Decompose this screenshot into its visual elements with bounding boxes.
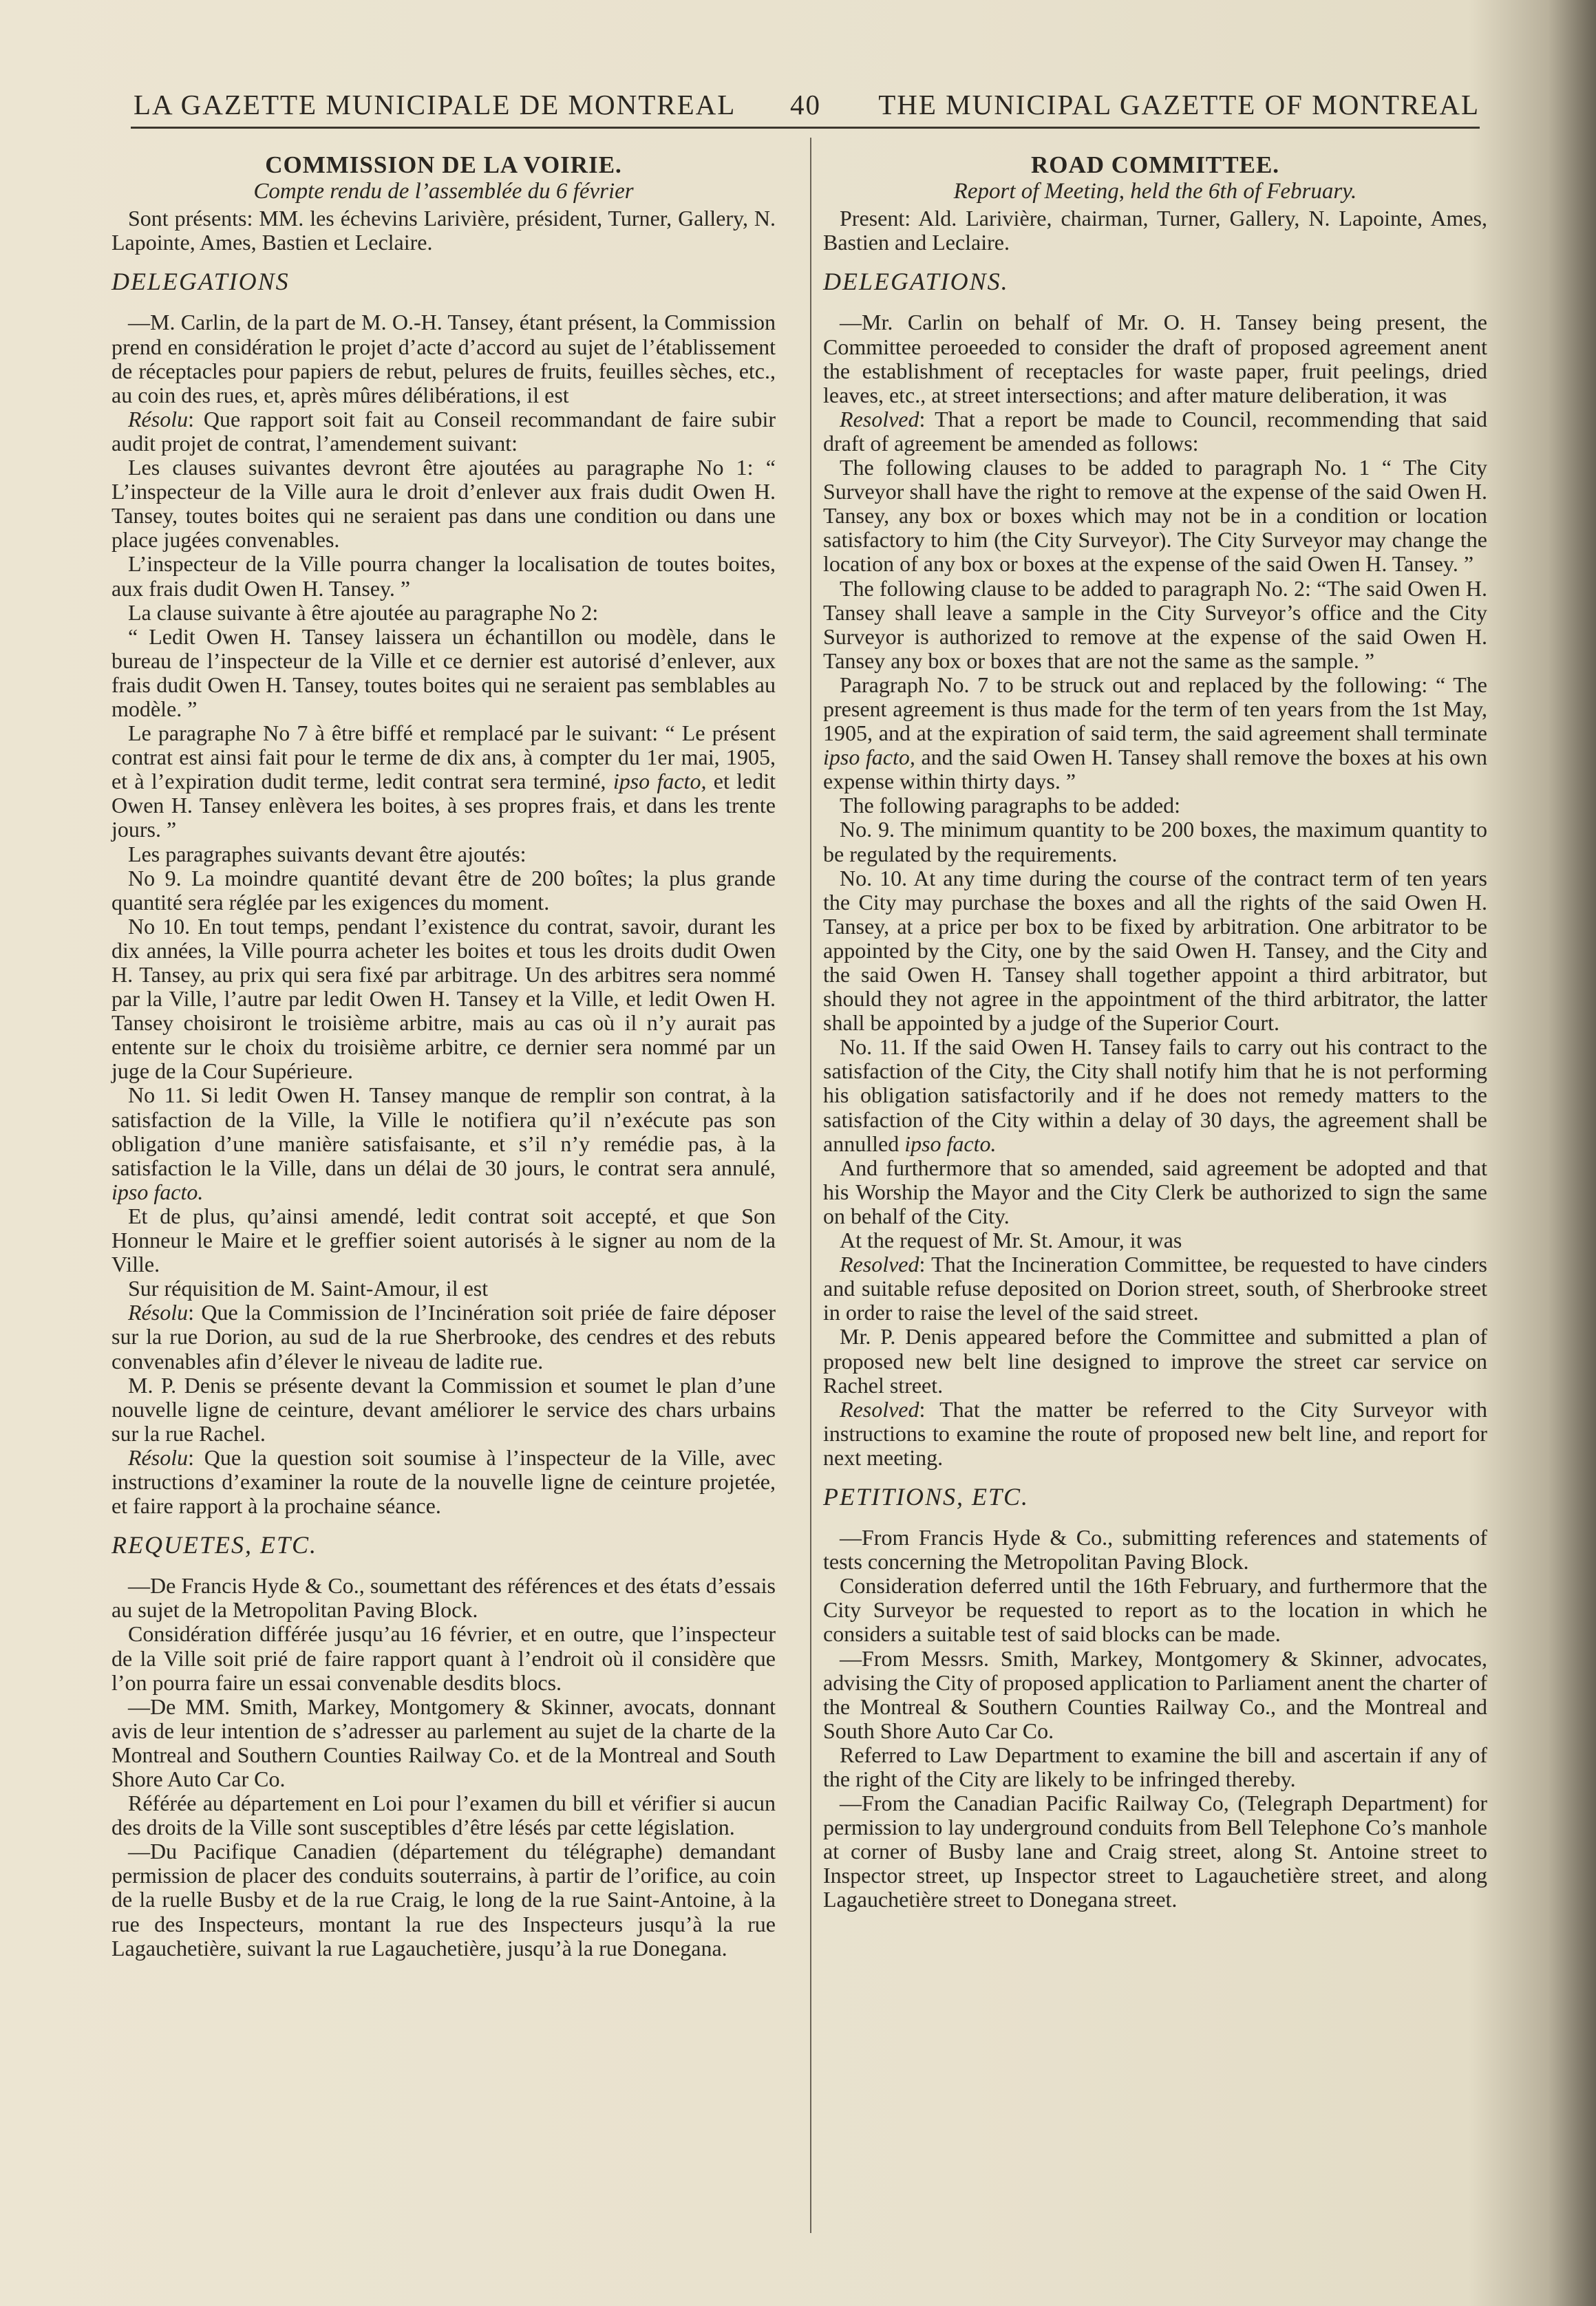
english-paragraph: No. 9. The minimum quantity to be 200 boxes, the maximum quantity to be regulated by the requirements.: [823, 817, 1487, 866]
french-paragraph: —Du Pacifique Canadien (département du télégraphe) demandant permission de placer des conduits souterrains, à partir de l’orifice, au coin de la ruelle Busby et de la rue Craig, le long de la rue Saint-Antoine, à la rue des Inspecteurs, montant la rue des Inspecteurs jusqu’à la rue Lagauchetière, suivant la rue Lagauchetière, jusqu’à la rue Donegana.: [111, 1839, 776, 1961]
english-paragraph: No. 10. At any time during the course of the contract term of ten years the City may purchase the boxes and all the rights of the said Owen H. Tansey, at a price per box to be fixed by arbitration. One arbitrator to be appointed by the City, one by the said Owen H. Tansey, and the City and the said Owen H. Tansey shall together appoint a third arbitrator, but should they not agree in the appointment of the third arbitrator, the latter shall be appointed by a judge of the Superior Court.: [823, 865, 1487, 1036]
english-paragraph: The following clause to be added to paragraph No. 2: “The said Owen H. Tansey shall leave a sample in the City Surveyor’s office and the City Surveyor is authorized to remove at the expense of the said Owen H. Tansey any box or boxes that are not the same as the sample. ”: [823, 575, 1487, 673]
french-paragraph: M. P. Denis se présente devant la Commission et soumet le plan d’une nouvelle ligne de ceinture, devant améliorer le service des chars urbains sur la rue Rachel.: [111, 1372, 776, 1446]
english-column: [823, 147, 1487, 1912]
english-paragraph: The following clauses to be added to paragraph No. 1 “ The City Surveyor shall have the right to remove at the expense of the said Owen H. Tansey, any box or boxes which may not be in a condition or location satisfactory to him (the City Surveyor). The City Surveyor may change the location of any box or boxes at the expense of the said Owen H. Tansey. ”: [823, 455, 1487, 577]
french-paragraph: No 9. La moindre quantité devant être de 200 boîtes; la plus grande quantité sera réglée par les exigences du moment.: [111, 865, 776, 915]
french-paragraph: “ Ledit Owen H. Tansey laissera un échantillon ou modèle, dans le bureau de l’inspecteur de la Ville et ce dernier est autorisé d’enlever, aux frais dudit Owen H. Tansey, toutes boites qui ne seraient pas semblables au modèle. ”: [111, 623, 776, 721]
english-resolution: Resolved: That the matter be referred to the City Surveyor with instructions to examine the route of proposed new belt line, and report for next meeting.: [823, 1396, 1487, 1470]
english-paragraph: Paragraph No. 7 to be struck out and replaced by the following: “ The present agreement is thus made for the term of ten years from the 1st May, 1905, and at the expiration of said term, the said agreement shall terminate ipso facto, and the said Owen H. Tansey shall remove the boxes at his own expense within thirty days. ”: [823, 672, 1488, 794]
french-column: [111, 147, 776, 1961]
french-paragraph: Et de plus, qu’ainsi amendé, ledit contrat soit accepté, et que Son Honneur le Maire et le greffier soient autorisés à le signer au nom de la Ville.: [111, 1203, 776, 1277]
french-paragraph: Sur réquisition de M. Saint-Amour, il est: [128, 1276, 489, 1301]
english-delegations-heading: DELEGATIONS.: [823, 268, 1009, 296]
english-paragraph: —From Messrs. Smith, Markey, Montgomery & Skinner, advocates, advising the City of proposed application to Parliament anent the charter of the Montreal & Southern Counties Railway Co., and the Montreal and South Shore Auto Car Co.: [823, 1645, 1487, 1743]
french-requests-heading: REQUETES, ETC.: [111, 1531, 318, 1559]
resolution-label: Résolu: [128, 1300, 189, 1325]
english-paragraph: Referred to Law Department to examine the bill and ascertain if any of the right of the City are likely to be infringed thereby.: [823, 1742, 1487, 1791]
french-paragraph: —M. Carlin, de la part de M. O.-H. Tansey, étant présent, la Commission prend en considération le projet d’acte d’accord au sujet de l’établissement de réceptacles pour papiers de rebut, pelures de fruits, feuilles sèches, etc., au coin des rues, et, après mûres délibérations, il est: [111, 310, 776, 407]
page-number: 40: [790, 89, 821, 120]
english-paragraph: —From Francis Hyde & Co., submitting references and statements of tests concerning the Metropolitan Paving Block.: [823, 1525, 1487, 1574]
resolution-label: Resolved: [840, 1252, 919, 1277]
english-resolution: Resolved: That a report be made to Council, recommending that said draft of agreement be amended as follows:: [823, 406, 1487, 456]
french-paragraph: —De MM. Smith, Markey, Montgomery & Skinner, avocats, donnant avis de leur intention de s’adresser au parlement au sujet de la charte de la Montreal and Southern Counties Railway Co. et de la Montreal and South Shore Auto Car Co.: [111, 1694, 776, 1791]
masthead-rule: [131, 127, 1480, 129]
french-paragraph: Considération différée jusqu’au 16 février, et en outre, que l’inspecteur de la Ville soit prié de faire rapport quant à l’endroit où il considère que l’on pourra faire un essai convenable desdits blocs.: [111, 1621, 776, 1695]
resolution-label: Resolved: [840, 406, 919, 431]
french-paragraph: Référée au département en Loi pour l’examen du bill et vérifier si aucun des droits de la Ville sont susceptibles d’être lésés par cette législation.: [111, 1791, 776, 1840]
english-paragraph: And furthermore that so amended, said agreement be adopted and that his Worship the Mayor and the City Clerk be authorized to sign the same on behalf of the City.: [823, 1155, 1487, 1228]
french-resolution: Résolu: Que la Commission de l’Incinération soit priée de faire déposer sur la rue Dorion, au sud de la rue Sherbrooke, des cendres et des rebuts convenables afin d’élever le niveau de ladite rue.: [111, 1300, 776, 1374]
english-paragraph: Mr. P. Denis appeared before the Committee and submitted a plan of proposed new belt line designed to improve the street car service on Rachel street.: [823, 1324, 1487, 1398]
english-petitions-heading: PETITIONS, ETC.: [823, 1482, 1030, 1510]
french-section-title: COMMISSION DE LA VOIRIE.: [265, 151, 622, 178]
english-resolution: Resolved: That the Incineration Committee, be requested to have cinders and suitable refuse deposited on Dorion street, south, of Sherbrooke street in order to raise the level of the said street.: [823, 1252, 1487, 1325]
resolution-label: Resolved: [840, 1396, 919, 1422]
english-attendance: Present: Ald. Larivière, chairman, Turner, Gallery, N. Lapointe, Ames, Bastien and Leclaire.: [823, 206, 1487, 255]
english-paragraph: The following paragraphs to be added:: [840, 793, 1180, 818]
french-resolution: Résolu: Que la question soit soumise à l’inspecteur de la Ville, avec instructions d’examiner la route de la nouvelle ligne de ceinture projetée, et faire rapport à la prochaine séance.: [111, 1444, 776, 1519]
french-paragraph: Les clauses suivantes devront être ajoutées au paragraphe No 1: “ L’inspecteur de la Ville aura le droit d’enlever aux frais dudit Owen H. Tansey, toutes boites qui ne seraient pas dans une condition ou dans une place jugées convenables.: [111, 455, 776, 553]
masthead-french-title: LA GAZETTE MUNICIPALE DE MONTREAL: [134, 89, 736, 120]
french-paragraph: L’inspecteur de la Ville pourra changer la localisation de toutes boites, aux frais dudit Owen H. Tansey. ”: [111, 551, 776, 601]
french-paragraph: La clause suivante à être ajoutée au paragraphe No 2:: [128, 599, 599, 625]
english-subtitle: Report of Meeting, held the 6th of February.: [953, 179, 1357, 204]
english-paragraph: —Mr. Carlin on behalf of Mr. O. H. Tansey being present, the Committee peroeeded to consider the draft of proposed agreement anent the establishment of receptacles for waste paper, fruit peelings, dried leaves, etc., at street intersections; and after mature deliberation, it was: [823, 310, 1487, 407]
french-paragraph: No 11. Si ledit Owen H. Tansey manque de remplir son contrat, à la satisfaction de la Ville, la Ville le notifiera qu’il n’exécute pas son obligation d’une manière satisfaisante, et s’il n’y remédie pas, à la satisfaction le la Ville, dans un délai de 30 jours, le contrat sera annulé, ipso facto.: [111, 1082, 776, 1204]
french-paragraph: Les paragraphes suivants devant être ajoutés:: [128, 841, 526, 866]
french-attendance: Sont présents: MM. les échevins Larivière, président, Turner, Gallery, N. Lapointe, Ames, Bastien et Leclaire.: [111, 206, 776, 255]
english-section-title: ROAD COMMITTEE.: [1030, 151, 1280, 178]
english-paragraph: No. 11. If the said Owen H. Tansey fails to carry out his contract to the satisfaction of the City, the City shall notify him that he is not performing his obligation satisfactorily and if he does not remedy matters to the satisfaction of the City within a delay of 30 days, the agreement shall be annulled ipso facto.: [823, 1034, 1487, 1156]
french-paragraph: Le paragraphe No 7 à être biffé et remplacé par le suivant: “ Le présent contrat est ainsi fait pour le terme de dix ans, à compter du 1er mai, 1905, et à l’expiration dudit terme, ledit contrat sera terminé, ipso facto, et ledit Owen H. Tansey enlèvera les boites, à ses propres frais, et dans les trente jours. ”: [111, 720, 776, 842]
column-divider: [810, 138, 811, 2233]
resolution-label: Résolu: [128, 406, 189, 431]
resolution-label: Résolu: [128, 1444, 189, 1470]
english-paragraph: Consideration deferred until the 16th February, and furthermore that the City Surveyor be requested to report as to the location in which he considers a suitable test of said blocks can be made.: [823, 1573, 1487, 1647]
masthead: [131, 81, 1480, 129]
french-paragraph: No 10. En tout temps, pendant l’existence du contrat, savoir, durant les dix années, la Ville pourra acheter les boites et tous les droits dudit Owen H. Tansey, au prix qui sera fixé par arbitrage. Un des arbitres sera nommé par la Ville, l’autre par ledit Owen H. Tansey et la Ville, et ledit Owen H. Tansey choisiront le troisième arbitre, mais au cas où il n’y aurait pas entente sur le choix du troisième arbitre, ce dernier sera nommé par un juge de la Cour Supérieure.: [111, 913, 776, 1084]
french-paragraph: —De Francis Hyde & Co., soumettant des références et des états d’essais au sujet de la Metropolitan Paving Block.: [111, 1573, 776, 1623]
french-delegations-heading: DELEGATIONS: [111, 268, 290, 296]
french-resolution: Résolu: Que rapport soit fait au Conseil recommandant de faire subir audit projet de contrat, l’amendement suivant:: [111, 406, 776, 456]
english-paragraph: —From the Canadian Pacific Railway Co, (Telegraph Department) for permission to lay underground conduits from Bell Telephone Co’s manhole at corner of Busby lane and Craig street, along St. Antoine street to Inspector street, up Inspector street to Lagauchetière street, and along Lagauchetière street to Donegana street.: [823, 1791, 1487, 1912]
french-subtitle: Compte rendu de l’assemblée du 6 février: [253, 179, 634, 204]
masthead-english-title: THE MUNICIPAL GAZETTE OF MONTREAL: [878, 89, 1480, 120]
english-paragraph: At the request of Mr. St. Amour, it was: [840, 1228, 1182, 1253]
